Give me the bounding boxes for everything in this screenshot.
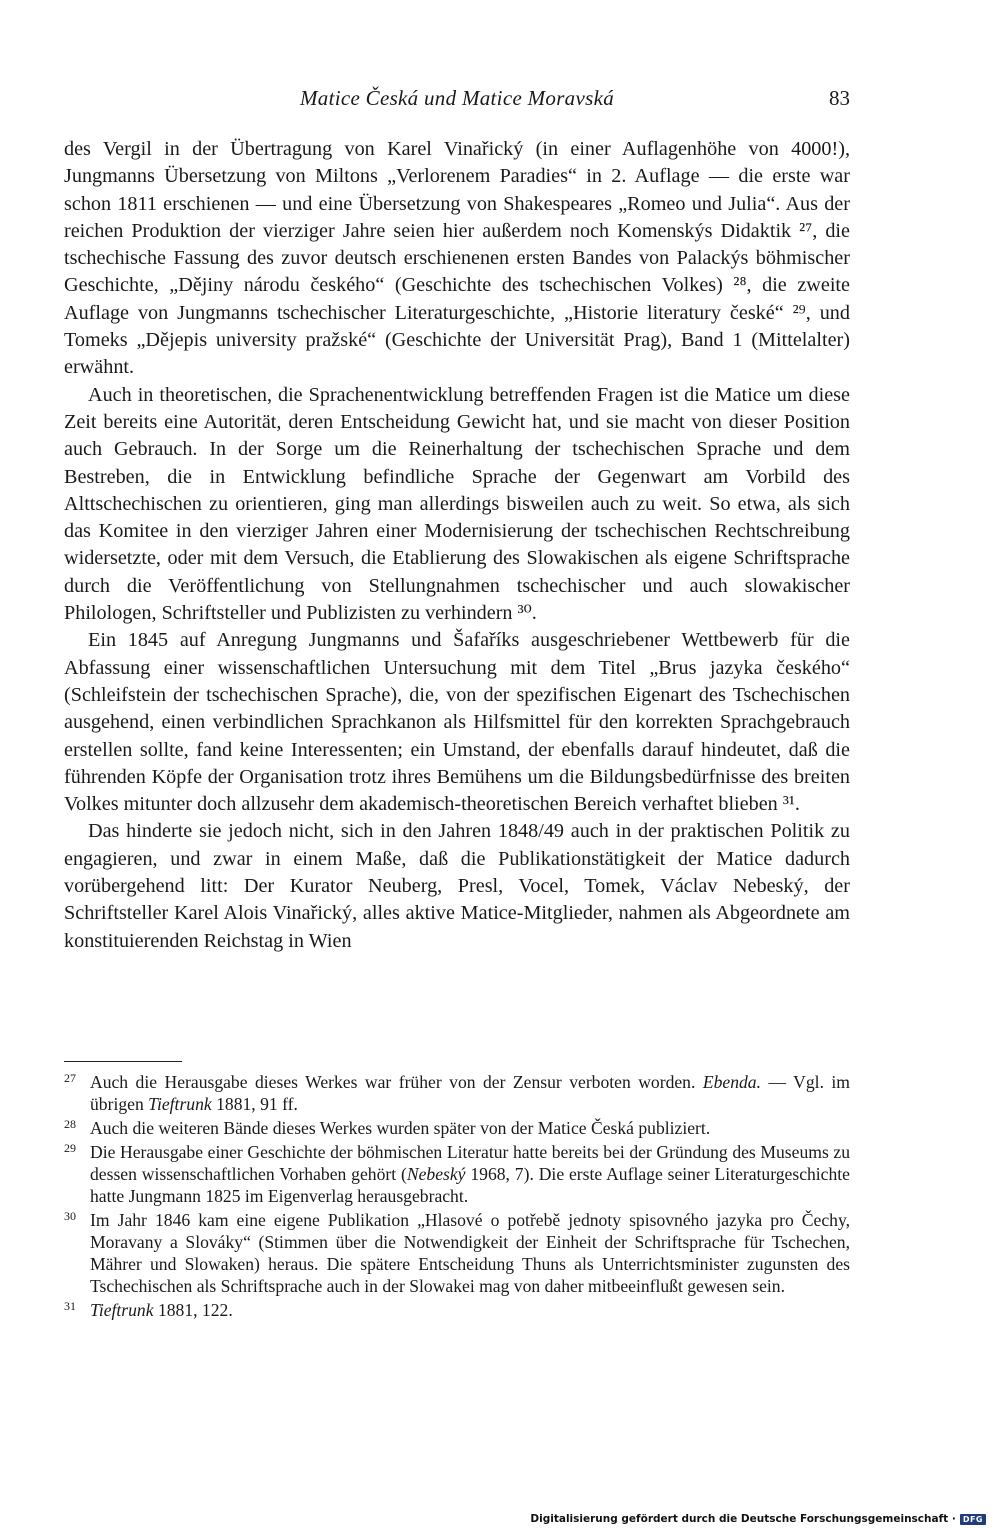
digitization-credit [530,1513,986,1525]
footnote-citation: Nebeský [406,1164,466,1184]
footnote-30 [64,1209,850,1297]
dfg-logo-icon: DFG [960,1514,986,1525]
paragraph: Ein 1845 auf Anregung Jungmanns und Šafaříks ausgeschriebener Wettbewerb für die Abfassung einer wissenschaftlichen Untersuchung mit dem Titel „Brus jazyka českého“ (Schleifstein der tschechischen Sprache), die, von der spezifischen Eigenart des Tschechischen ausgehend, einen verbindlichen Sprachkanon als Hilfsmittel für den korrekten Sprachgebrauch erstellen sollte, fand keine Interessenten; ein Umstand, der ebenfalls darauf hindeutet, daß die führenden Köpfe der Organisation trotz ihres Bemühens um die Bildungsbedürfnisse des breiten Volkes mitunter doch allzusehr dem akademisch-theoretischen Bereich verhaftet blieben ³¹. [64,629,850,816]
footnote-number: 30 [64,1209,76,1223]
footnote-separator [64,1061,182,1062]
footnote-29 [64,1141,850,1207]
paragraph: Auch in theoretischen, die Sprachenentwicklung betreffenden Fragen ist die Matice um diese Zeit bereits eine Autorität, deren Entscheidung Gewicht hat, und sie macht von dieser Position auch Gebrauch. In der Sorge um die Reinerhaltung der tschechischen Sprache und dem Bestreben, die in Entwicklung befindliche Sprache der Gegenwart am Vorbild des Alttschechischen zu orientieren, ging man allerdings bisweilen auch zu weit. So etwa, als sich das Komitee in den vierziger Jahren einer Modernisierung der tschechischen Rechtschreibung widersetzte, oder mit dem Versuch, die Etablierung des Slowakischen als eigene Schriftsprache durch die Veröffentlichung von Stellungnahmen tschechischer und auch slowakischer Philologen, Schriftsteller und Publizisten zu verhindern ³⁰. [64,383,850,625]
footnote-citation: Tieftrunk [148,1094,212,1114]
footnote-number: 31 [64,1299,76,1313]
credit-text: Digitalisierung gefördert durch die Deutsche Forschungsgemeinschaft · [530,1513,956,1525]
footnote-31 [64,1299,850,1321]
footnote-28 [64,1117,850,1139]
page-number: 83 [829,86,850,110]
footnote-text: Auch die weiteren Bände dieses Werkes wurden später von der Matice Česká publiziert. [90,1118,711,1138]
footnotes [64,1071,850,1323]
footnote-number: 28 [64,1117,76,1131]
footnote-27 [64,1071,850,1115]
footnote-citation: Ebenda. [702,1072,761,1092]
paragraph: des Vergil in der Übertragung von Karel Vinařický (in einer Auflagenhöhe von 4000!), Jungmanns Übersetzung von Miltons „Verlorenem Paradies“ in 2. Auflage — die erste war schon 1811 erschienen — und eine Übersetzung von Shakespeares „Romeo und Julia“. Aus der reichen Produktion der vierziger Jahre seien hier außerdem noch Komenskýs Didaktik ²⁷, die tschechische Fassung des zuvor deutsch erschienenen ersten Bandes von Palackýs böhmischer Geschichte, „Dějiny národu českého“ (Geschichte des tschechischen Volkes) ²⁸, die zweite Auflage von Jungmanns tschechischer Literaturgeschichte, „Historie literatury české“ ²⁹, und Tomeks „Dějepis university pražské“ (Geschichte der Universität Prag), Band 1 (Mittelalter) erwähnt. [64,138,850,379]
footnote-text: 1968, 7). Die erste Auflage seiner Literaturgeschichte hatte Jungmann 1825 im Eigenverlag herausgebracht. [90,1164,850,1206]
footnote-text: Im Jahr 1846 kam eine eigene Publikation „Hlasové o potřebě jednoty spisovného jazyka pro Čechy, Moravany a Slováky“ (Stimmen über die Notwendigkeit der Einheit der Schriftsprache für Tschechen, Mährer und Slowaken) heraus. Die spätere Entscheidung Thuns als Unterrichtsminister zugunsten des Tschechischen als Schriftsprache auch in der Slowakei mag von daher mitbeeinflußt gewesen sein. [90,1210,850,1296]
footnote-text: Die Herausgabe einer Geschichte der böhmischen Literatur hatte bereits bei der Gründung des Museums zu dessen wissenschaftlichen Vorhaben gehört ( [90,1142,850,1184]
footnote-citation: Tieftrunk [90,1300,154,1320]
page-header [64,86,850,112]
footnote-text: Auch die Herausgabe dieses Werkes war früher von der Zensur verboten worden. [90,1072,703,1092]
paragraph: Das hinderte sie jedoch nicht, sich in den Jahren 1848/49 auch in der praktischen Politik zu engagieren, und zwar in einem Maße, daß die Publikationstätigkeit der Matice dadurch vorübergehend litt: Der Kurator Neuberg, Presl, Vocel, Tomek, Václav Nebeský, der Schriftsteller Karel Alois Vinařický, alles aktive Matice-Mitglieder, nahmen als Abgeordnete am konstituierenden Reichstag in Wien [64,820,850,952]
footnote-text: 1881, 91 ff. [211,1094,298,1114]
running-title: Matice Česká und Matice Moravská [299,86,614,110]
footnote-number: 27 [64,1071,76,1085]
footnote-text: 1881, 122. [153,1300,233,1320]
footnote-text: — Vgl. im übrigen [90,1072,850,1114]
main-text [64,136,850,955]
footnote-number: 29 [64,1141,76,1155]
